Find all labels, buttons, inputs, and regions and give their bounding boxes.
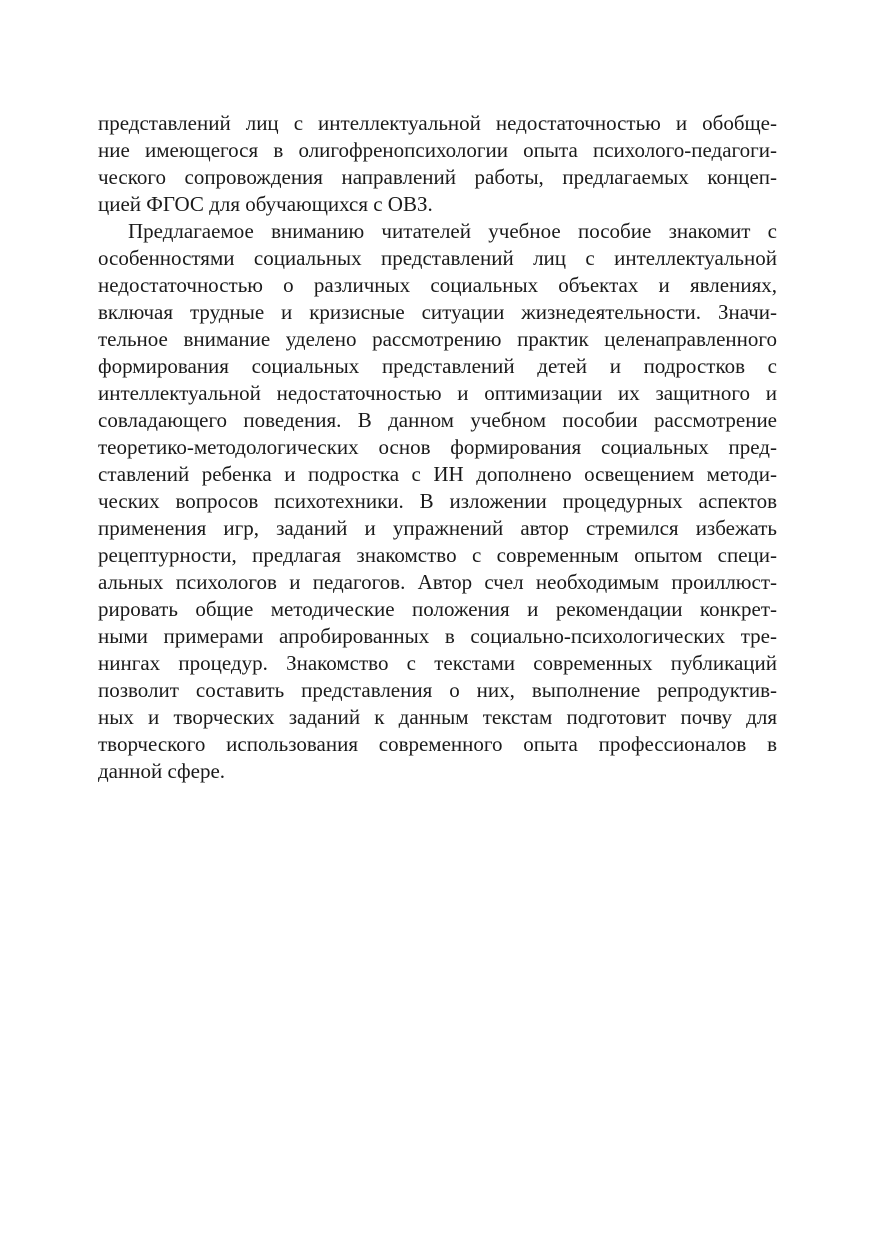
text-line: данной сфере. xyxy=(98,759,226,783)
text-line: особенностями социальных представлений лиц с интеллектуальной xyxy=(98,246,777,270)
text-line: ческого сопровождения направлений работы, предлагаемых концеп- xyxy=(98,165,777,189)
body-text xyxy=(98,110,777,785)
text-line: альных психологов и педагогов. Автор счел необходимым проиллюст- xyxy=(98,570,777,594)
text-line: совладающего поведения. В данном учебном пособии рассмотрение xyxy=(98,408,777,432)
text-line: Предлагаемое вниманию читателей учебное пособие знакомит с xyxy=(128,219,777,243)
text-line: формирования социальных представлений детей и подростков с xyxy=(98,354,777,378)
text-line: ными примерами апробированных в социально-психологических тре- xyxy=(98,624,777,648)
text-line: ние имеющегося в олигофренопсихологии опыта психолого-педагоги- xyxy=(98,138,777,162)
text-line: рецептурности, предлагая знакомство с современным опытом специ- xyxy=(98,543,777,567)
paragraph-1 xyxy=(98,110,777,218)
text-line: представлений лиц с интеллектуальной недостаточностью и обобще- xyxy=(98,111,777,135)
text-line: ных и творческих заданий к данным текстам подготовит почву для xyxy=(98,705,777,729)
text-line: применения игр, заданий и упражнений автор стремился избежать xyxy=(98,516,777,540)
text-line: недостаточностью о различных социальных объектах и явлениях, xyxy=(98,273,777,297)
text-line: ставлений ребенка и подростка с ИН дополнено освещением методи- xyxy=(98,462,777,486)
text-line: ческих вопросов психотехники. В изложении процедурных аспектов xyxy=(98,489,777,513)
text-line: нингах процедур. Знакомство с текстами современных публикаций xyxy=(98,651,777,675)
text-line: цией ФГОС для обучающихся с ОВЗ. xyxy=(98,192,433,216)
text-line: интеллектуальной недостаточностью и оптимизации их защитного и xyxy=(98,381,777,405)
text-line: теоретико-методологических основ формирования социальных пред- xyxy=(98,435,777,459)
text-line: тельное внимание уделено рассмотрению практик целенаправленного xyxy=(98,327,777,351)
text-line: включая трудные и кризисные ситуации жизнедеятельности. Значи- xyxy=(98,300,777,324)
text-line: творческого использования современного опыта профессионалов в xyxy=(98,732,777,756)
text-line: позволит составить представления о них, выполнение репродуктив- xyxy=(98,678,777,702)
text-line: рировать общие методические положения и рекомендации конкрет- xyxy=(98,597,777,621)
paragraph-2 xyxy=(98,218,777,785)
